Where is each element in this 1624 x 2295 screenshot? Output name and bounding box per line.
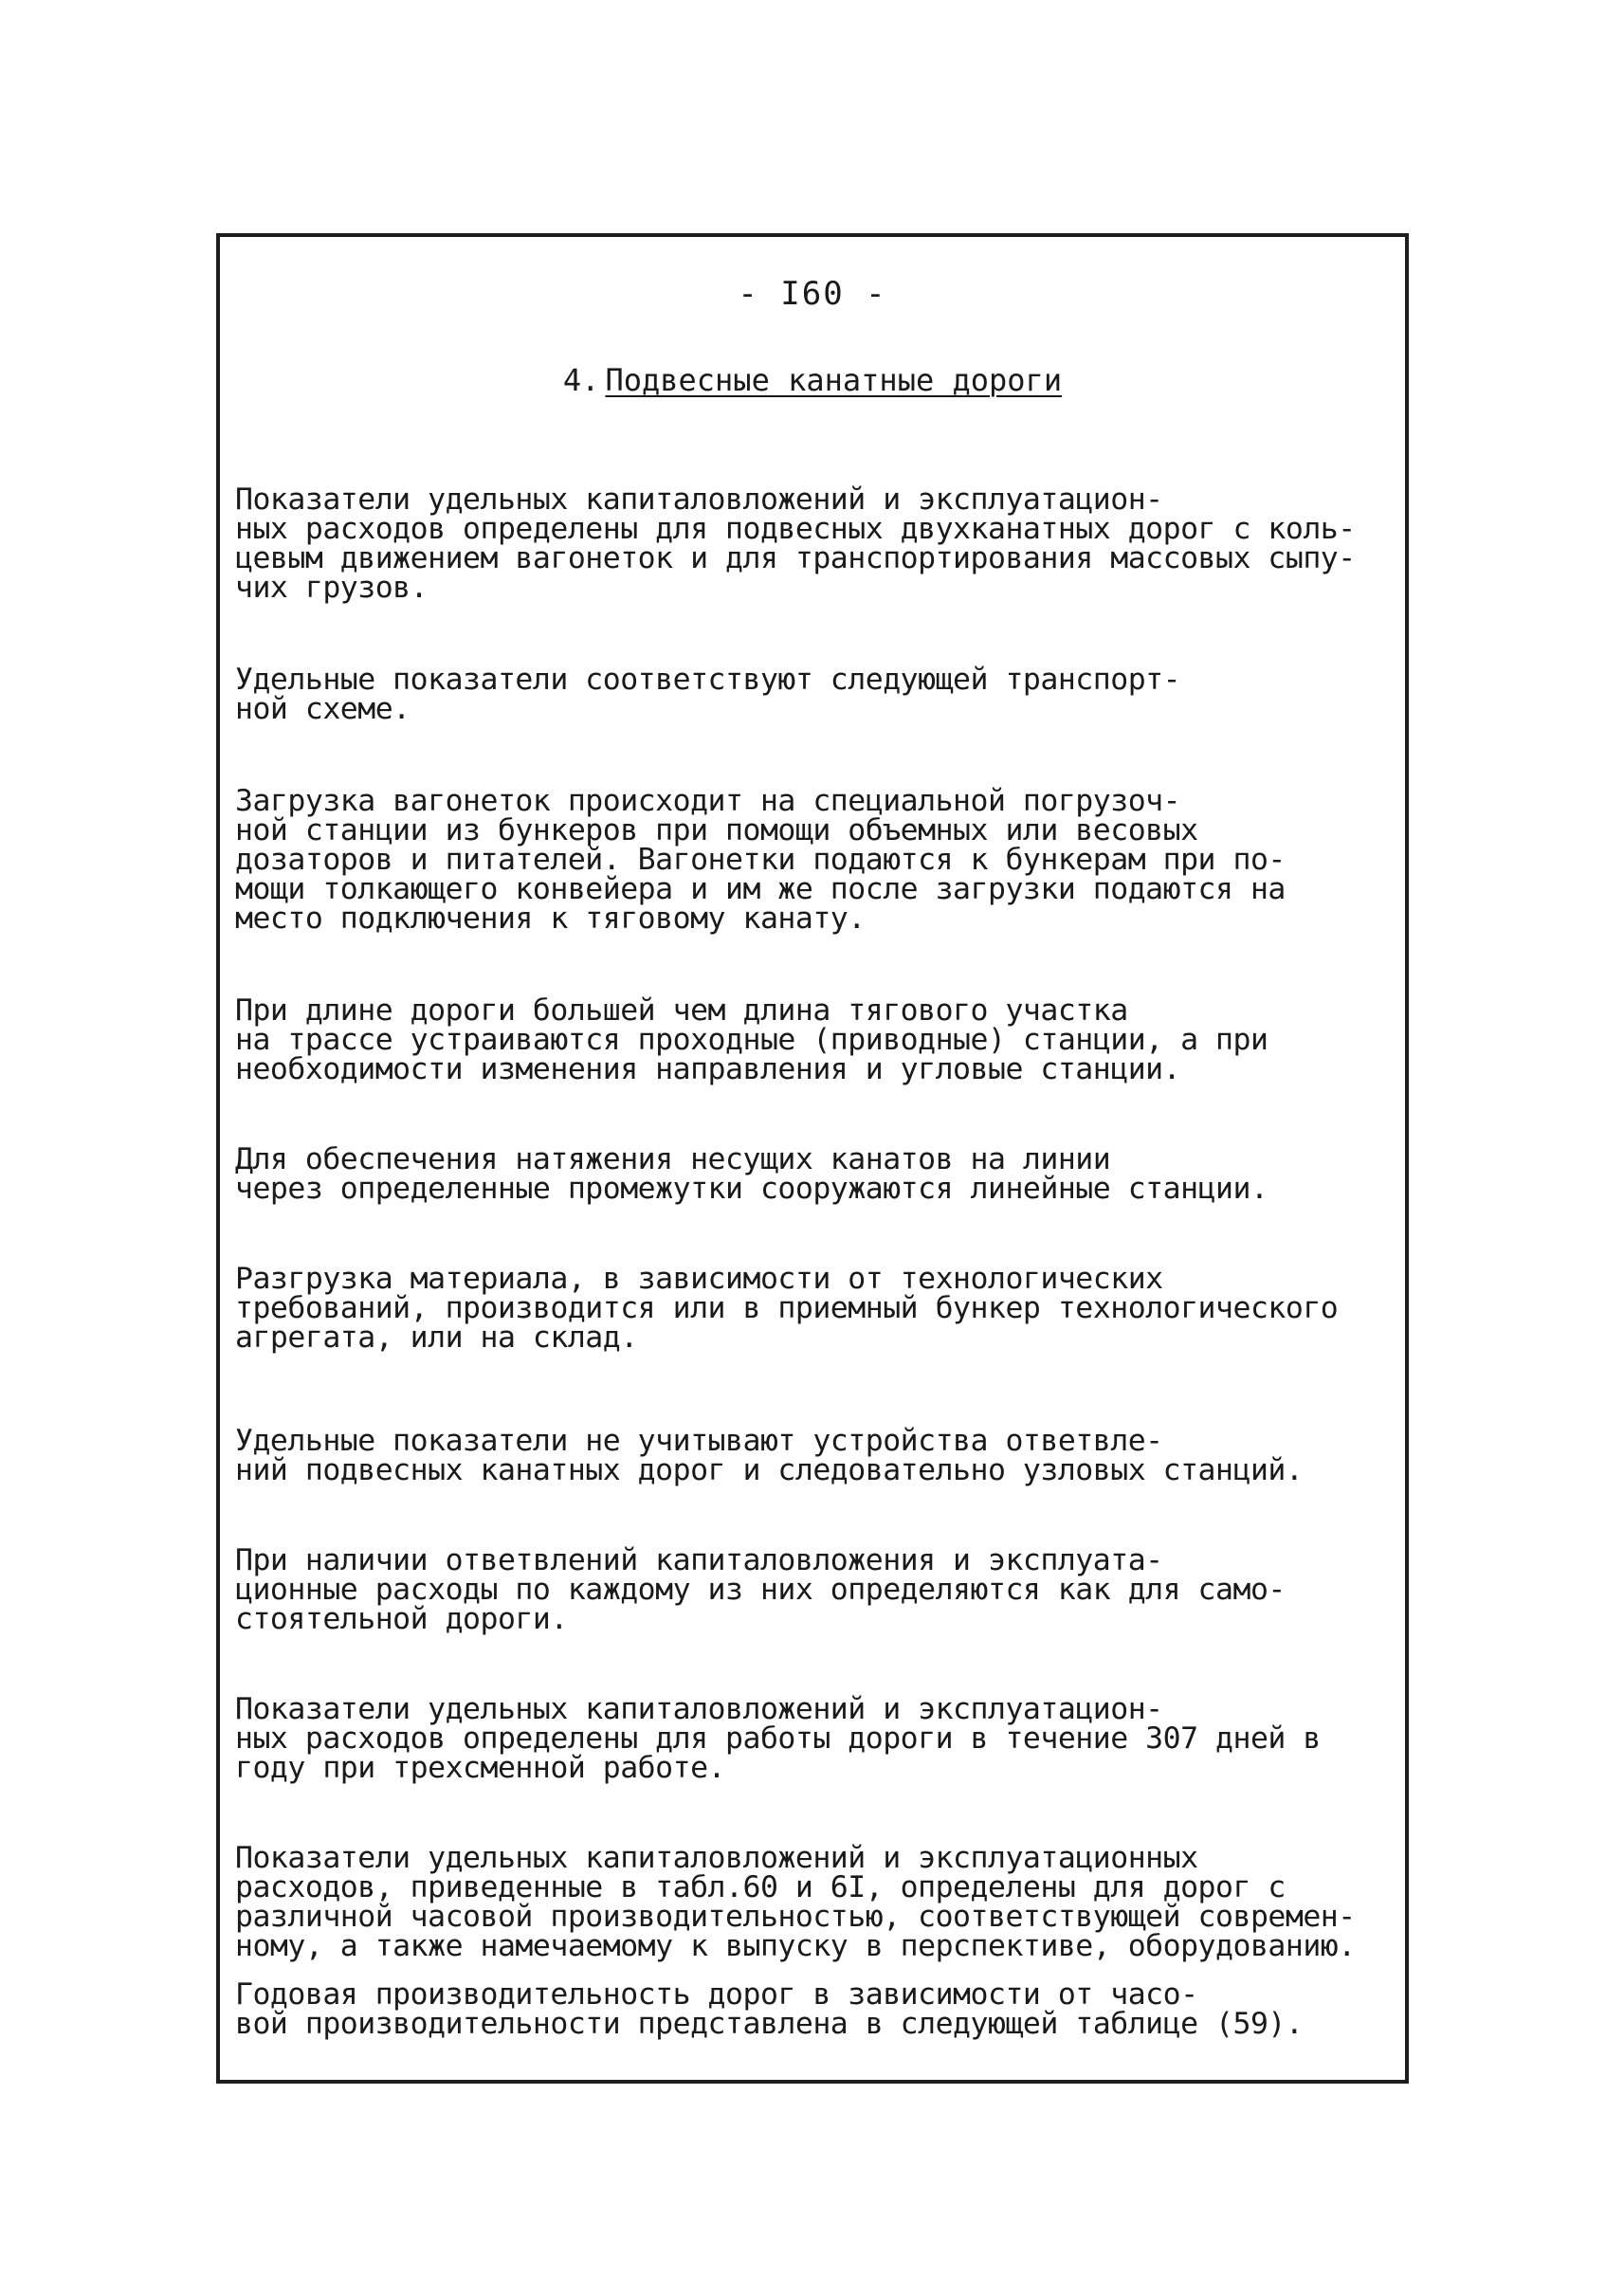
paragraph: Показатели удельных капиталовложений и эксплуатацион- ных расходов определены для подвесных двухканатных дорог с коль- цевым движением вагонеток и для транспортирования массовых сыпу- чих грузов. bbox=[235, 483, 1356, 605]
page-number: - I60 - bbox=[738, 275, 887, 313]
paragraph: При наличии ответвлений капиталовложения и эксплуата- ционные расходы по каждому из них определяются как для само- стоятельной дороги. bbox=[235, 1543, 1286, 1636]
paragraph: Показатели удельных капиталовложений и эксплуатационных расходов, приведенные в табл.60 и 6I, определены для дорог с различной часовой производительностью, соответствующей современ- ному, а также намечаемому к выпуску в перспективе, оборудованию. bbox=[235, 1841, 1356, 1963]
section-title-text: Подвесные канатные дороги bbox=[605, 362, 1063, 398]
paragraph: При длине дороги большей чем длина тягового участка на трассе устраиваются проходные (приводные) станции, а при необходимости изменения направления и угловые станции. bbox=[235, 993, 1268, 1086]
paragraph: Для обеспечения натяжения несущих канатов на линии через определенные промежутки сооружаются линейные станции. bbox=[235, 1142, 1268, 1206]
paragraph: Удельные показатели соответствуют следующей транспорт- ной схеме. bbox=[235, 663, 1181, 726]
paragraph: Разгрузка материала, в зависимости от технологических требований, производится или в приемный бункер технологического агрегата, или на склад. bbox=[235, 1262, 1339, 1355]
paragraph: Показатели удельных капиталовложений и эксплуатацион- ных расходов определены для работы дороги в течение 307 дней в году при трехсменной работе. bbox=[235, 1692, 1321, 1785]
section-title bbox=[220, 362, 1405, 398]
body-text bbox=[235, 485, 1392, 2039]
paragraph: Годовая производительность дорог в зависимости от часо- вой производительности представлена в следующей таблице (59). bbox=[235, 1977, 1304, 2041]
paragraph: Удельные показатели не учитывают устройства ответвле- ний подвесных канатных дорог и следовательно узловых станций. bbox=[235, 1424, 1304, 1487]
page-frame bbox=[216, 233, 1409, 2084]
paragraph: Загрузка вагонеток происходит на специальной погрузоч- ной станции из бункеров при помощи объемных или весовых дозаторов и питателей. Вагонетки подаются к бункерам при по- мощи толкающего конвейера и им же после загрузки подаются на место подключения к тяговому канату. bbox=[235, 784, 1286, 936]
section-number: 4. bbox=[562, 362, 600, 398]
